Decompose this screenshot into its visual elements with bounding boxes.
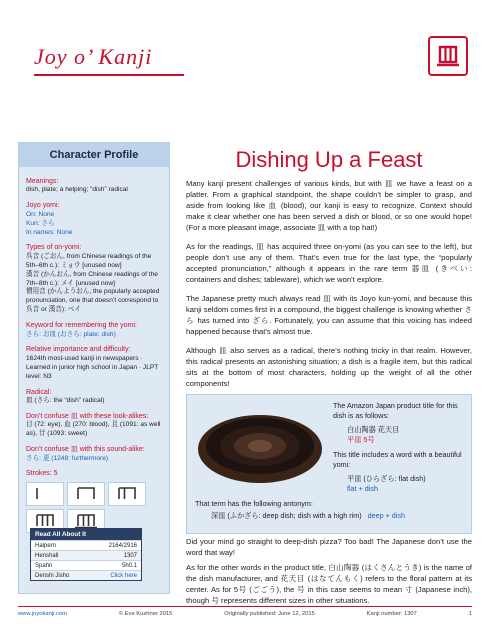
reference-name: Spahn <box>35 562 53 569</box>
reference-row <box>31 540 141 550</box>
joyo-yomi-label: Joyo yomi: <box>26 202 60 210</box>
kanji-icon <box>428 36 468 76</box>
plate-photo <box>195 403 325 489</box>
on-yomi-types-label: Types of on-yomi: <box>26 244 82 252</box>
article-paragraph: Although 皿 also serves as a radical, there’s nothing tricky in that realm. However, this radical presents an astonishing situation; a dish is a fragile item, but this radical sits at the bottom of most characters, holding up the weight of all the other components! <box>186 346 472 388</box>
sound-alike: さら: 更 (1248: furthermore) <box>26 454 109 462</box>
look-alikes-label: Don’t confuse 皿 with these look-alikes: <box>26 412 149 420</box>
article-paragraph: The Japanese pretty much always read 皿 with its Joyo kun-yomi, and because this kanji seldom comes first in a compound, the biggest challenge is knowing whether さら has turned into ざら. Fortunately, you can assume that this voicing has indeed happened because that’s almost true. <box>186 294 472 336</box>
page-number: 1 <box>468 610 472 617</box>
featured-word-gloss: flat + dish <box>347 484 378 494</box>
article-paragraph: As for the readings, 皿 has acquired three on-yomi (as you can see to the left), but people don’t use any of them. That’s even true for the last type, the “popularly accepted pronunciation,” although it appears in the rare term 器皿 (きべい: containers and dishes; tableware), which we won’t explore. <box>186 242 472 284</box>
meanings-label: Meanings: <box>26 178 59 185</box>
on-yomi: On: None <box>26 210 55 218</box>
denshi-jisho-link[interactable]: Click here <box>110 572 137 579</box>
product-name: 白山陶器 花天目 <box>347 424 400 434</box>
article <box>186 142 472 397</box>
stroke-step-2 <box>67 482 105 506</box>
logo[interactable] <box>34 44 184 84</box>
antonym-gloss: deep + dish <box>367 511 405 521</box>
kun-yomi: Kun: さら <box>26 219 55 227</box>
product-intro: The Amazon Japan product title for this dish is as follows: <box>333 401 458 421</box>
stroke-step-1 <box>26 482 64 506</box>
footer-published: Originally published: June 12, 2015 <box>224 610 315 617</box>
on-yomi-type: 漢音 (かんおん, from Chinese readings of the 7th–8th c.): メイ [unused now] <box>26 270 158 287</box>
on-yomi-type: 呉音 (ごおん, from Chinese readings of the 5th–6th c.): ミョウ [unused now] <box>26 252 152 269</box>
strokes-label: Strokes: 5 <box>26 470 58 478</box>
logo-text: Joy o’ Kanji <box>34 44 153 69</box>
footer-site-link[interactable]: www.joyokanji.com <box>18 610 67 617</box>
sound-alike-label: Don’t confuse 皿 with this sound-alike: <box>26 446 145 454</box>
article-paragraph: Many kanji present challenges of various kinds, but with 皿 we have a feast on a platter. From a graphical standpoint, the shape couldn’t be simpler to grasp, and aside from looking like 血 (blood), our kanji is easy to recognize. Context should make it clear whether one has been served a dish or blood, or so one would hope! (For a more pleasant image, associate 皿 with a top hat!) <box>186 179 472 232</box>
footer-kanji-number: Kanji number: 1307 <box>366 610 417 617</box>
word-intro: This title includes a word with a beautiful yomi: <box>333 449 462 470</box>
antonym-section <box>195 499 465 522</box>
reference-value: 1307 <box>123 552 137 559</box>
look-alikes: 目 (72: eye), 血 (270: blood), 且 (1091: as well as), 廿 (1093: sweet) <box>26 421 161 438</box>
article-title: Dishing Up a Feast <box>235 147 423 172</box>
importance: 1624th most-used kanji in newspapers · Learned in junior high school in Japan · JLPT level: N3 <box>26 354 159 380</box>
reference-row <box>31 550 141 560</box>
meanings: dish, plate; a helping; “dish” radical <box>26 186 128 194</box>
closing-text <box>186 536 472 606</box>
footer-copyright: © Eve Kushner 2015 <box>118 610 173 617</box>
product-description <box>333 401 467 495</box>
featured-word: 平皿 (ひらざら: flat dish) <box>347 473 426 483</box>
reference-heading: Read All About It <box>31 529 141 540</box>
stroke-step-3 <box>108 482 146 506</box>
reference-row[interactable] <box>31 570 141 580</box>
reference-value: 2164/2916 <box>108 542 137 549</box>
article-paragraph: As for the other words in the product title, 白山陶器 (はくさんとうき) is the name of the dish manufacturer, and 花天目 (はなてんもく) refers to the floral pattern at its center. As for 5号 (ごごう), the 号 in this case seems to mean 寸 (Japanese inch), though 号 represents different sizes in other situations. <box>186 563 472 605</box>
reference-table <box>30 528 142 581</box>
stroke-order <box>26 482 162 533</box>
keyword-label: Keyword for remembering the yomi: <box>26 322 137 330</box>
radical-label: Radical: <box>26 388 52 396</box>
antonym-intro: That term has the following antonym: <box>195 499 313 508</box>
product-size: 平皿 5号 <box>347 435 375 445</box>
character-profile-heading: Character Profile <box>19 143 169 167</box>
reference-name: Halpern <box>35 542 57 549</box>
name-yomi: In names: None <box>26 228 73 236</box>
on-yomi-type: 慣用音 (かんようおん, the popularly accepted pronunciation, one that doesn’t correspond to 呉音 or 漢音): ベイ <box>26 288 160 314</box>
reference-value: 5h0.1 <box>121 562 137 569</box>
logo-rule <box>34 74 184 76</box>
page-footer <box>18 606 472 618</box>
product-box <box>186 394 472 534</box>
radical: 皿 (さら: the “dish” radical) <box>26 396 105 404</box>
antonym-word: 深皿 (ふかざら: deep dish; dish with a high rim) <box>211 511 362 521</box>
article-paragraph: Did your mind go straight to deep-dish pizza? Too bad! The Japanese don’t use the word that way! <box>186 537 472 557</box>
character-profile <box>18 142 170 594</box>
importance-label: Relative importance and difficulty: <box>26 346 131 354</box>
reference-row <box>31 560 141 570</box>
reference-name: Henshall <box>35 552 59 559</box>
reference-name: Denshi Jisho <box>35 572 70 579</box>
dish-kanji-glyph-icon <box>435 43 461 69</box>
keyword: さら: お皿 (おさら: plate; dish) <box>26 330 116 338</box>
